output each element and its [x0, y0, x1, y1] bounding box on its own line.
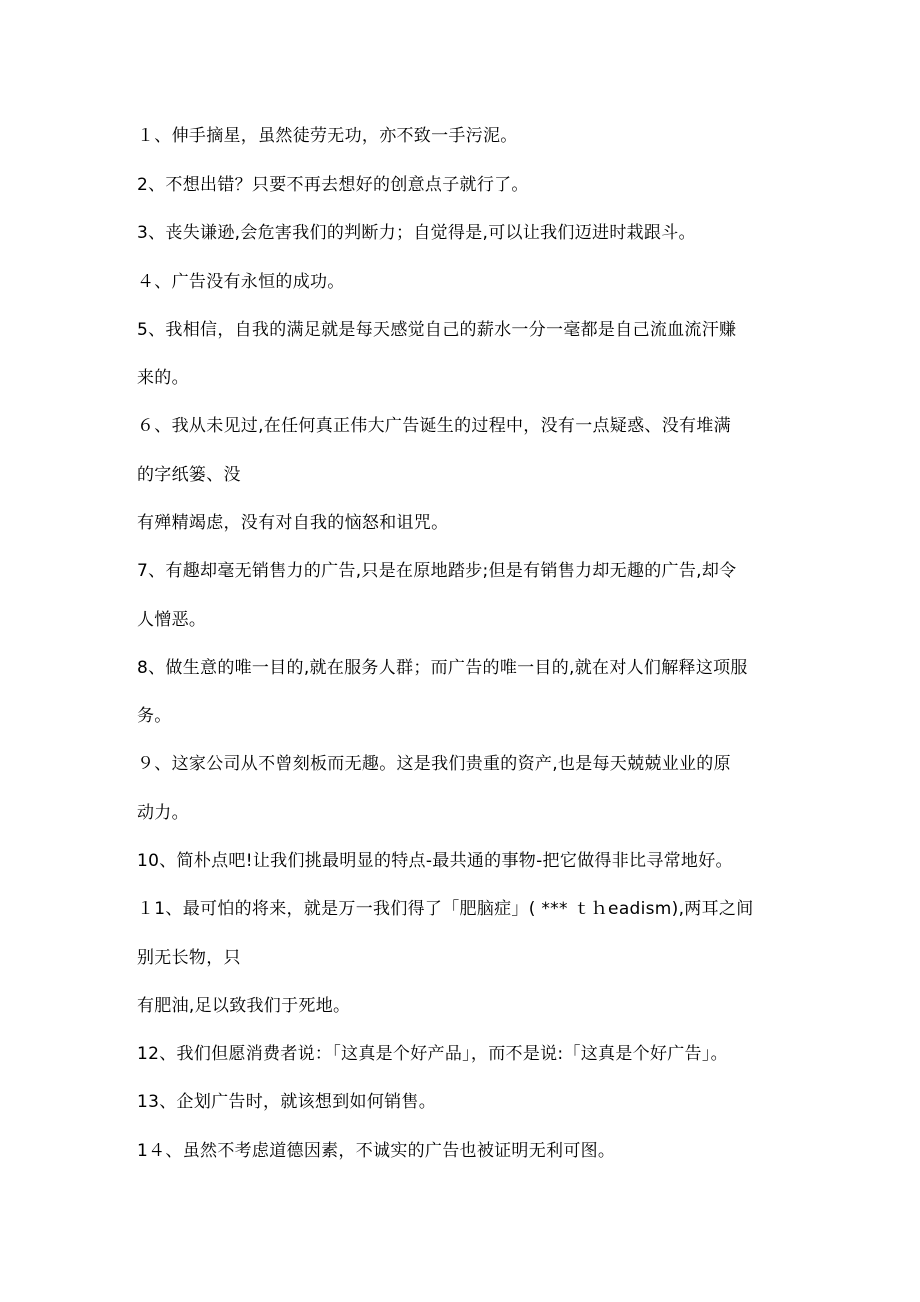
text-line: 1４、虽然不考虑道德因素，不诚实的广告也被证明无利可图。: [137, 1141, 616, 1161]
text-line: 7、有趣却毫无销售力的广告,只是在原地踏步;但是有销售力却无趣的广告,却令: [137, 561, 737, 581]
text-line: 12、我们但愿消费者说：「这真是个好产品」，而不是说:「这真是个好广告」。: [137, 1044, 728, 1064]
text-line: 13、企划广告时，就该想到如何销售。: [137, 1092, 437, 1112]
text-line: 来的。: [137, 368, 189, 388]
text-line: 2、不想出错？只要不再去想好的创意点子就行了。: [137, 175, 529, 195]
text-line: 3、丧失谦逊,会危害我们的判断力；自觉得是,可以让我们迈进时栽跟斗。: [137, 223, 696, 243]
text-line: 人憎恶。: [137, 610, 207, 630]
text-line: 5、我相信，自我的满足就是每天感觉自己的薪水一分一毫都是自己流血流汗赚: [137, 320, 737, 340]
text-line: 务。: [137, 706, 172, 726]
text-line: 8、做生意的唯一目的,就在服务人群；而广告的唯一目的,就在对人们解释这项服: [137, 658, 748, 678]
text-line: 有殚精竭虑，没有对自我的恼怒和诅咒。: [137, 513, 449, 533]
text-line: 的字纸篓、没: [137, 465, 241, 485]
text-line: １、伸手摘星，虽然徒劳无功，亦不致一手污泥。: [137, 126, 518, 146]
text-line: ６、我从未见过,在任何真正伟大广告诞生的过程中，没有一点疑惑、没有堆满: [137, 416, 731, 436]
text-line: 动力。: [137, 803, 189, 823]
text-line: ４、广告没有永恒的成功。: [137, 272, 345, 292]
text-line: 有肥油,足以致我们于死地。: [137, 996, 351, 1016]
text-line: 别无长物，只: [137, 948, 241, 968]
text-line: ９、这家公司从不曾刻板而无趣。这是我们贵重的资产,也是每天兢兢业业的原: [137, 754, 731, 774]
text-line: 10、简朴点吧!让我们挑最明显的特点-最共通的事物-把它做得非比寻常地好。: [137, 851, 733, 871]
text-line: １1、最可怕的将来，就是万一我们得了「肥脑症」( *** ｔｈeadism),两耳之间: [137, 899, 754, 919]
